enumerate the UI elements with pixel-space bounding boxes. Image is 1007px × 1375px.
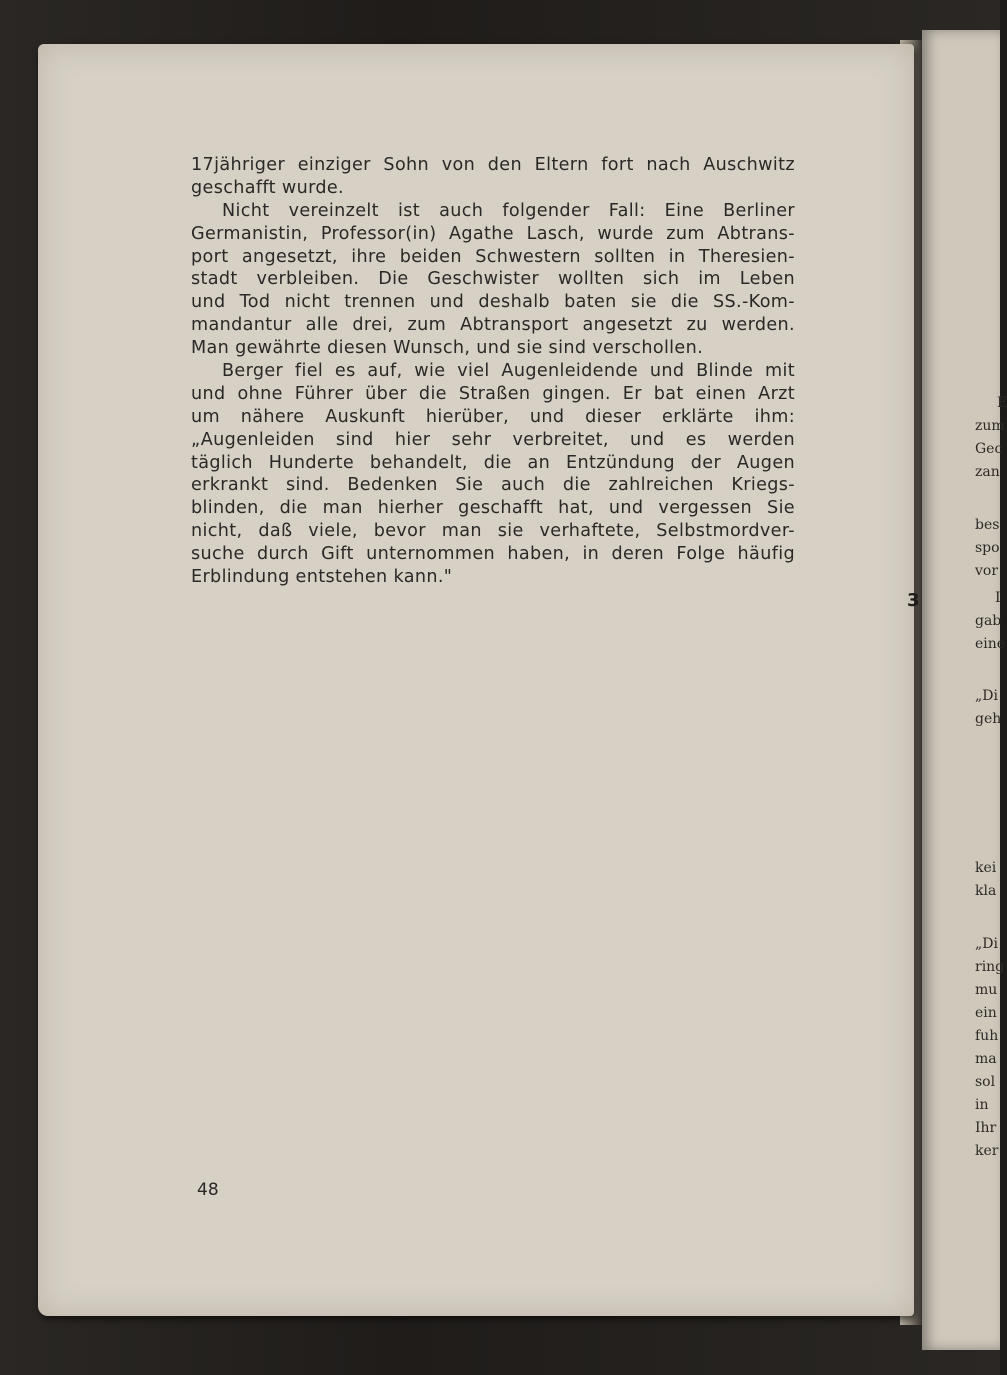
facing-fragment: E: [997, 395, 1007, 411]
text-line: um nähere Auskunft hierüber, und dieser erklärte ihm:: [191, 406, 795, 427]
facing-fragment: geh: [975, 711, 1002, 727]
body-text: [191, 154, 795, 589]
text-line: Berger fiel es auf, wie viel Augenleidende und Blinde mit: [222, 361, 795, 382]
text-line: port angesetzt, ihre beiden Schwestern sollten in Theresien-: [191, 246, 795, 267]
text-line: täglich Hunderte behandelt, die an Entzündung der Augen: [191, 452, 795, 473]
facing-fragment: kei: [975, 860, 997, 876]
facing-fragment: Gec: [975, 441, 1003, 457]
facing-fragment: sol: [975, 1074, 996, 1090]
facing-fragment: eine: [975, 636, 1006, 652]
facing-margin-number: 3: [907, 590, 920, 611]
facing-fragment: zum: [975, 418, 1005, 434]
facing-fragment: ein: [975, 1005, 997, 1021]
facing-fragment: „Di: [975, 936, 998, 952]
text-line: 17jähriger einziger Sohn von den Eltern fort nach Auschwitz: [191, 155, 795, 175]
text-line: blinden, die man hierher geschafft hat, und vergessen Sie: [191, 498, 795, 519]
text-line: erkrankt sind. Bedenken Sie auch die zahlreichen Kriegs-: [191, 475, 795, 496]
text-line: Man gewährte diesen Wunsch, und sie sind verschollen.: [191, 338, 704, 359]
facing-fragment: spo: [975, 540, 1000, 556]
text-line: nicht, daß viele, bevor man sie verhaftete, Selbstmordver-: [191, 521, 795, 542]
facing-fragment: I: [995, 590, 1001, 606]
text-line: geschafft wurde.: [191, 177, 344, 198]
text-line: Nicht vereinzelt ist auch folgender Fall: Eine Berliner: [222, 200, 795, 221]
facing-fragment: zan: [975, 464, 1000, 480]
facing-fragment: ker: [975, 1143, 999, 1159]
facing-fragment: gab: [975, 613, 1002, 629]
page-number: 48: [197, 1180, 219, 1200]
facing-fragment: ring: [975, 959, 1005, 975]
facing-fragment: fuh: [975, 1028, 999, 1044]
facing-fragment: in: [975, 1097, 989, 1113]
text-line: stadt verbleiben. Die Geschwister wollten sich im Leben: [191, 269, 795, 290]
facing-fragment: Ihr: [975, 1120, 997, 1136]
facing-fragment: ma: [975, 1051, 997, 1067]
facing-fragment: bes: [975, 517, 1000, 533]
facing-fragment: „Di: [975, 688, 998, 704]
text-line: und Tod nicht trennen und deshalb baten sie die SS.-Kom-: [191, 292, 795, 313]
text-line: suche durch Gift unternommen haben, in deren Folge häufig: [191, 544, 795, 565]
text-line: Germanistin, Professor(in) Agathe Lasch, wurde zum Abtrans-: [191, 223, 795, 244]
facing-fragment: mu: [975, 982, 998, 998]
facing-fragment: kla: [975, 883, 997, 899]
text-line: Erblindung entstehen kann.": [191, 567, 453, 588]
text-line: und ohne Führer über die Straßen gingen. Er bat einen Arzt: [191, 383, 795, 404]
text-line: „Augenleiden sind hier sehr verbreitet, und es werden: [191, 429, 795, 450]
text-line: mandantur alle drei, zum Abtransport angesetzt zu werden.: [191, 315, 795, 336]
facing-fragment: vor: [975, 563, 999, 579]
